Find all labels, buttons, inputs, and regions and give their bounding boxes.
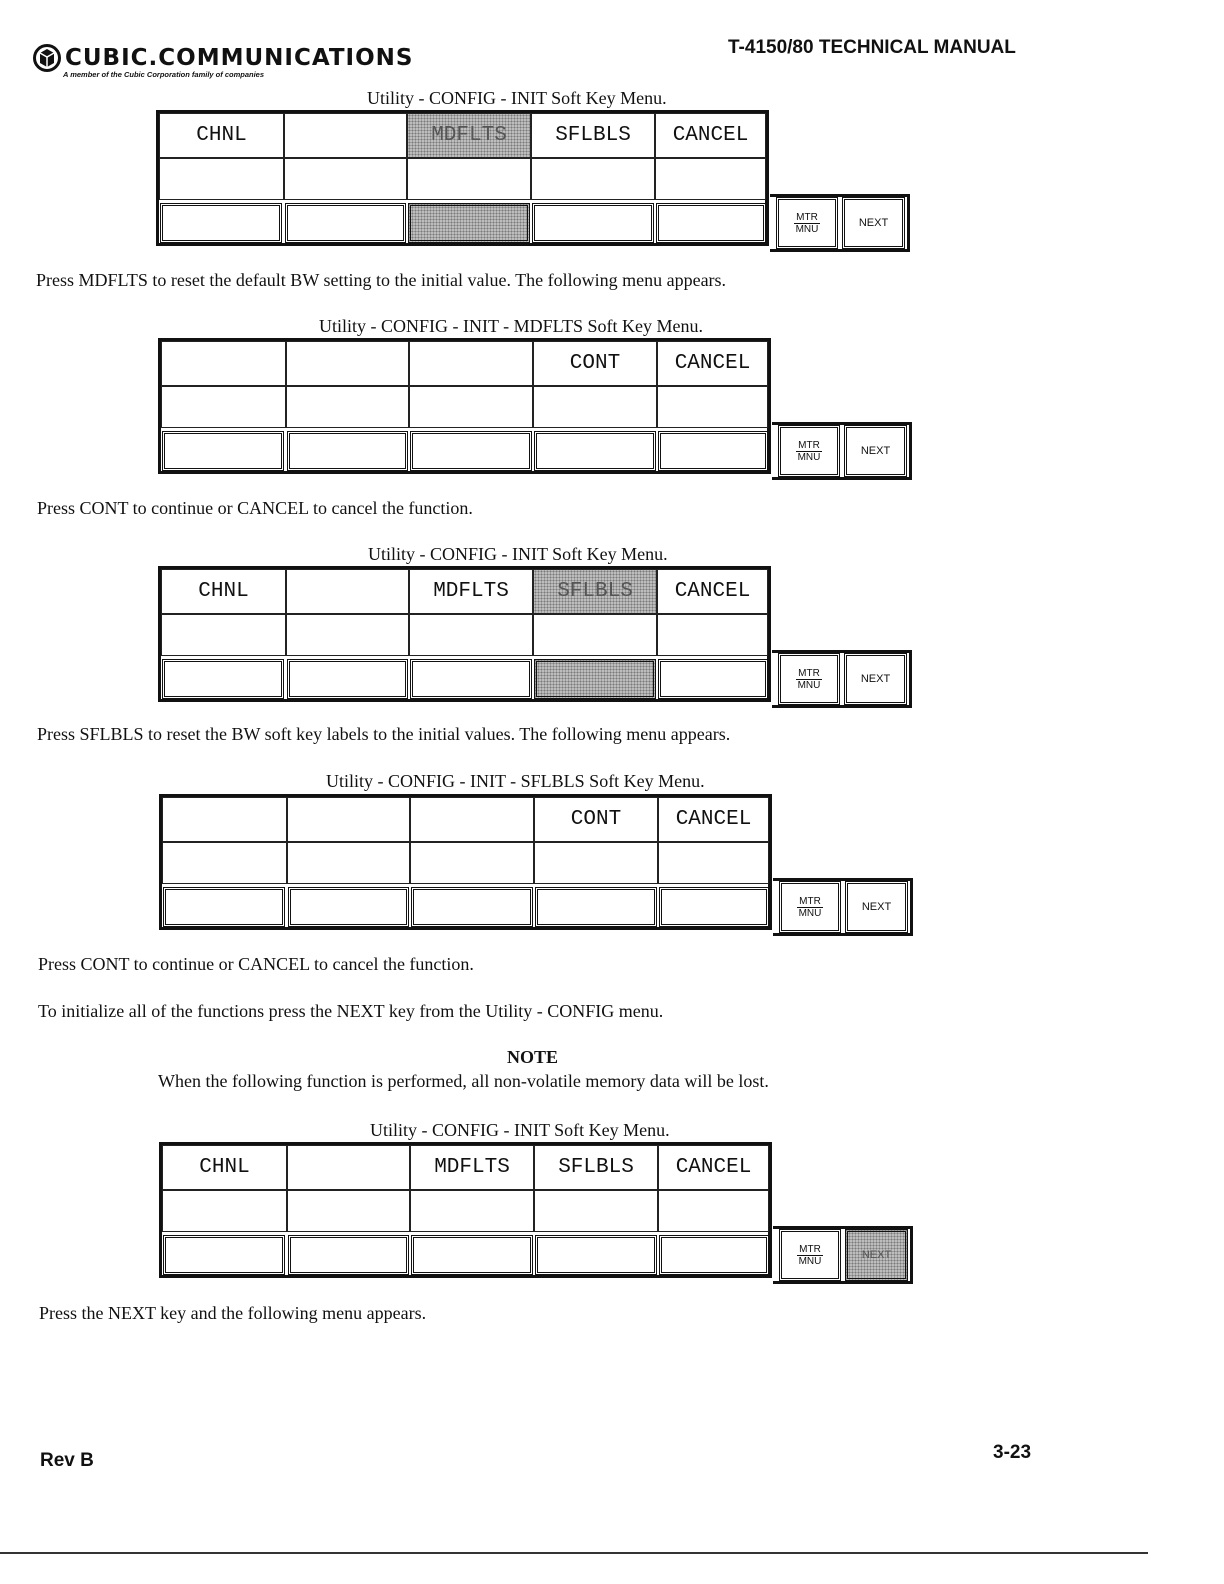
soft-key-blank[interactable] xyxy=(287,1145,410,1190)
menu-spacer xyxy=(286,386,409,428)
next-label: NEXT xyxy=(860,445,891,457)
soft-key-chnl[interactable]: CHNL xyxy=(161,569,286,614)
menu-caption: Utility - CONFIG - INIT Soft Key Menu. xyxy=(368,544,668,564)
menu-spacer xyxy=(409,386,533,428)
menu-spacer xyxy=(409,614,533,656)
soft-key-menu xyxy=(158,338,912,482)
menu-spacer xyxy=(410,842,534,884)
next-key[interactable] xyxy=(842,197,905,249)
soft-key-sflbls-highlighted[interactable]: SFLBLS xyxy=(533,569,657,614)
mtr-label: MTR xyxy=(799,1243,821,1255)
soft-key-blank[interactable] xyxy=(162,797,287,842)
menu-spacer xyxy=(162,1190,287,1232)
menu-spacer xyxy=(161,614,286,656)
hard-key-3-pressed[interactable] xyxy=(408,203,530,243)
hard-key-2[interactable] xyxy=(288,887,409,927)
mtr-label: MTR xyxy=(798,439,820,451)
next-label: NEXT xyxy=(861,901,892,913)
mtr-mnu-key[interactable] xyxy=(776,197,838,249)
soft-key-chnl[interactable]: CHNL xyxy=(159,113,284,158)
soft-key-menu xyxy=(159,1142,913,1286)
paragraph: Press SFLBLS to reset the BW soft key labels to the initial values. The following menu appears. xyxy=(37,724,731,744)
menu-spacer xyxy=(287,842,410,884)
hard-key-5[interactable] xyxy=(659,887,769,927)
menu-spacer xyxy=(287,1190,410,1232)
menu-spacer xyxy=(161,386,286,428)
paragraph: Press the NEXT key and the following menu appears. xyxy=(39,1303,427,1323)
brand-name: CUBIC.COMMUNICATIONS xyxy=(65,45,414,71)
revision-label: Rev B xyxy=(40,1450,94,1471)
paragraph: Press CONT to continue or CANCEL to cancel the function. xyxy=(38,954,474,974)
menu-spacer xyxy=(658,842,769,884)
mnu-label: MNU xyxy=(798,907,822,919)
soft-key-blank[interactable] xyxy=(161,341,286,386)
hard-key-2[interactable] xyxy=(287,659,408,699)
soft-key-cont[interactable]: CONT xyxy=(533,341,657,386)
hard-key-5[interactable] xyxy=(656,203,766,243)
soft-key-blank[interactable] xyxy=(409,341,533,386)
note-heading: NOTE xyxy=(507,1047,559,1067)
soft-key-mdflts-highlighted[interactable]: MDFLTS xyxy=(407,113,531,158)
hard-key-1[interactable] xyxy=(162,431,284,471)
soft-key-blank[interactable] xyxy=(410,797,534,842)
mtr-mnu-key[interactable] xyxy=(778,425,840,477)
soft-key-blank[interactable] xyxy=(284,113,407,158)
hard-key-3[interactable] xyxy=(411,1235,533,1275)
menu-spacer xyxy=(159,158,284,200)
soft-key-blank[interactable] xyxy=(286,569,409,614)
hard-key-3[interactable] xyxy=(411,887,533,927)
brand-tagline: A member of the Cubic Corporation family of companies xyxy=(63,70,264,79)
menu-spacer xyxy=(284,158,407,200)
menu-spacer xyxy=(407,158,531,200)
soft-key-cancel[interactable]: CANCEL xyxy=(657,569,768,614)
hard-key-2[interactable] xyxy=(285,203,406,243)
soft-key-blank[interactable] xyxy=(286,341,409,386)
paragraph: Press CONT to continue or CANCEL to cancel the function. xyxy=(37,498,473,518)
mtr-mnu-key[interactable] xyxy=(778,653,840,705)
next-label: NEXT xyxy=(860,673,891,685)
next-key-pressed[interactable] xyxy=(845,1229,908,1281)
soft-key-menu xyxy=(158,566,912,710)
hard-key-4[interactable] xyxy=(535,1235,657,1275)
hard-key-5[interactable] xyxy=(659,1235,769,1275)
hard-key-4[interactable] xyxy=(532,203,654,243)
document-title: T-4150/80 TECHNICAL MANUAL xyxy=(728,37,1016,58)
soft-key-mdflts[interactable]: MDFLTS xyxy=(409,569,533,614)
note-text: When the following function is performed, all non-volatile memory data will be lost. xyxy=(158,1071,769,1091)
hard-key-5[interactable] xyxy=(658,659,768,699)
mtr-label: MTR xyxy=(796,211,818,223)
soft-key-chnl[interactable]: CHNL xyxy=(162,1145,287,1190)
mtr-label: MTR xyxy=(798,667,820,679)
mnu-label: MNU xyxy=(795,223,819,235)
menu-spacer xyxy=(533,386,657,428)
hard-key-5[interactable] xyxy=(658,431,768,471)
soft-key-menu xyxy=(159,794,913,938)
soft-key-cancel[interactable]: CANCEL xyxy=(658,797,769,842)
bottom-rule xyxy=(0,1552,1148,1554)
next-key[interactable] xyxy=(844,425,907,477)
soft-key-mdflts[interactable]: MDFLTS xyxy=(410,1145,534,1190)
menu-caption: Utility - CONFIG - INIT - SFLBLS Soft Key Menu. xyxy=(326,771,705,791)
mtr-mnu-key[interactable] xyxy=(779,1229,841,1281)
hard-key-4-pressed[interactable] xyxy=(534,659,656,699)
menu-spacer xyxy=(286,614,409,656)
hard-key-3[interactable] xyxy=(410,659,532,699)
mtr-label: MTR xyxy=(799,895,821,907)
menu-spacer xyxy=(534,842,658,884)
hard-key-2[interactable] xyxy=(288,1235,409,1275)
menu-caption: Utility - CONFIG - INIT Soft Key Menu. xyxy=(370,1120,670,1140)
paragraph: Press MDFLTS to reset the default BW setting to the initial value. The following menu appears. xyxy=(36,270,727,290)
menu-spacer xyxy=(655,158,766,200)
menu-spacer xyxy=(162,842,287,884)
menu-caption: Utility - CONFIG - INIT - MDFLTS Soft Key Menu. xyxy=(319,316,704,336)
soft-key-sflbls[interactable]: SFLBLS xyxy=(534,1145,658,1190)
menu-spacer xyxy=(658,1190,769,1232)
next-key[interactable] xyxy=(844,653,907,705)
soft-key-menu xyxy=(156,110,910,254)
hard-key-1[interactable] xyxy=(163,1235,285,1275)
hard-key-4[interactable] xyxy=(534,431,656,471)
hard-key-1[interactable] xyxy=(163,887,285,927)
paragraph: To initialize all of the functions press the NEXT key from the Utility - CONFIG menu. xyxy=(38,1001,664,1021)
mnu-label: MNU xyxy=(797,679,821,691)
cubic-logo-icon xyxy=(33,44,61,72)
menu-spacer xyxy=(534,1190,658,1232)
soft-key-cancel[interactable]: CANCEL xyxy=(658,1145,769,1190)
page-number: 3-23 xyxy=(993,1442,1032,1463)
soft-key-sflbls[interactable]: SFLBLS xyxy=(531,113,655,158)
soft-key-blank[interactable] xyxy=(287,797,410,842)
soft-key-cancel[interactable]: CANCEL xyxy=(655,113,766,158)
next-label: NEXT xyxy=(861,1249,892,1261)
hard-key-4[interactable] xyxy=(535,887,657,927)
mnu-label: MNU xyxy=(797,451,821,463)
menu-spacer xyxy=(531,158,655,200)
menu-spacer xyxy=(657,386,768,428)
next-label: NEXT xyxy=(858,217,889,229)
menu-caption: Utility - CONFIG - INIT Soft Key Menu. xyxy=(367,88,667,108)
soft-key-cancel[interactable]: CANCEL xyxy=(657,341,768,386)
hard-key-2[interactable] xyxy=(287,431,408,471)
menu-spacer xyxy=(410,1190,534,1232)
menu-spacer xyxy=(533,614,657,656)
hard-key-1[interactable] xyxy=(160,203,282,243)
next-key[interactable] xyxy=(845,881,908,933)
hard-key-1[interactable] xyxy=(162,659,284,699)
brand-block xyxy=(33,44,413,79)
mtr-mnu-key[interactable] xyxy=(779,881,841,933)
hard-key-3[interactable] xyxy=(410,431,532,471)
mnu-label: MNU xyxy=(798,1255,822,1267)
menu-spacer xyxy=(657,614,768,656)
soft-key-cont[interactable]: CONT xyxy=(534,797,658,842)
